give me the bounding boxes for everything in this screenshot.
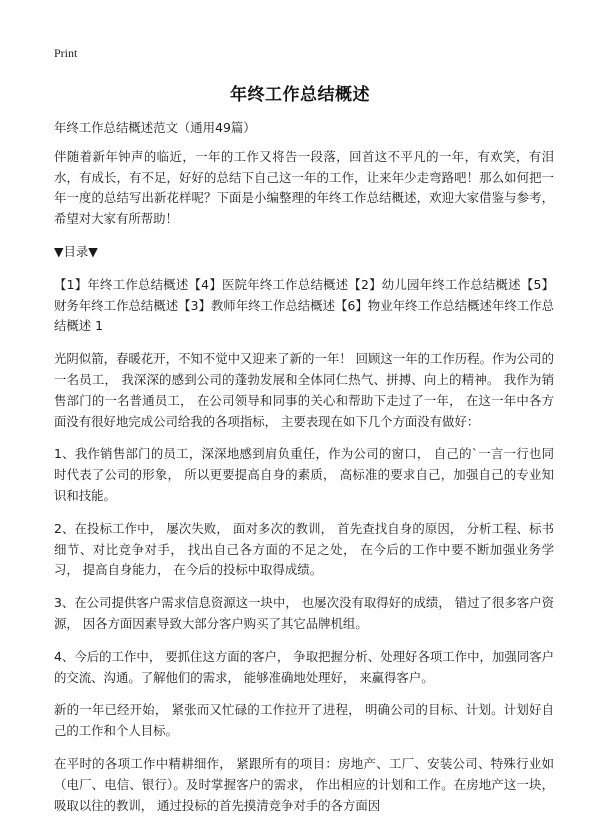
print-link[interactable]: Print [54,46,78,60]
body-paragraph: 2、在投标工作中， 屡次失败， 面对多次的教训， 首先查找自身的原因， 分析工程、标书细节、对比竞争对手， 找出自己各方面的不足之处， 在今后的工作中要不断加强业务学习， 提高自身能力， 在今后的投标中取得成绩。 [54,520,554,578]
page-title: 年终工作总结概述 [230,85,370,105]
intro-paragraph: 伴随着新年钟声的临近，一年的工作又将告一段落，回首这不平凡的一年，有欢笑，有泪水，有成长，有不足，好好的总结下自己这一年的工作，让来年少走弯路吧！那么如何把一年一度的总结写出新花样呢？下面是小编整理的年终工作总结概述，欢迎大家借鉴与参考，希望对大家有所帮助！ [54,148,554,227]
toc-links[interactable]: 【1】年终工作总结概述【4】医院年终工作总结概述【2】幼儿园年终工作总结概述【5】财务年终工作总结概述【3】教师年终工作总结概述【6】物业年终工作总结概述年终工作总结概述 1 [54,276,554,334]
body-paragraph: 光阴似箭，春暖花开，不知不觉中又迎来了新的一年！ 回顾这一年的工作历程。作为公司的一名员工， 我深深的感到公司的蓬勃发展和全体同仁热气、拼搏、向上的精神。 我作为销售部门的一名普通员工， 在公司领导和同事的关心和帮助下走过了一年， 在这一年中各方面没有很好地完成公司给我的各项指标， 主要表现在如下几个方面没有做好： [54,351,554,429]
body-paragraph: 4、今后的工作中， 要抓住这方面的客户， 争取把握分析、处理好各项工作中，加强同客户的交流、沟通。了解他们的需求， 能够准确地处理好， 来赢得客户。 [54,648,554,685]
body-paragraph: 1、我作销售部门的员工，深深地感到肩负重任，作为公司的窗口， 自己的`一言一行也同时代表了公司的形象， 所以更要提高自身的素质， 高标准的要求自己，加强自己的专业知识和技能。 [54,446,554,503]
body-paragraph: 新的一年已经开始， 紧张而又忙碌的工作拉开了进程， 明确公司的目标、计划。计划好自己的工作和个人目标。 [54,702,554,739]
subtitle: 年终工作总结概述范文（通用49篇） [54,120,256,135]
body-paragraph: 在平时的各项工作中精耕细作， 紧跟所有的项目：房地产、工厂、安装公司、特殊行业如（电厂、电信、银行）。及时掌握客户的需求， 作出相应的计划和工作。在房地产这一块， 吸取以往的教训， 通过投标的首先摸清竞争对手的各方面因 [54,755,554,813]
body-paragraph: 3、在公司提供客户需求信息资源这一块中， 也屡次没有取得好的成绩， 错过了很多客户资源， 因各方面因素导致大部分客户购买了其它品牌机组。 [54,595,554,631]
toc-header[interactable]: ▼目录▼ [54,243,98,259]
document-body [54,118,554,828]
